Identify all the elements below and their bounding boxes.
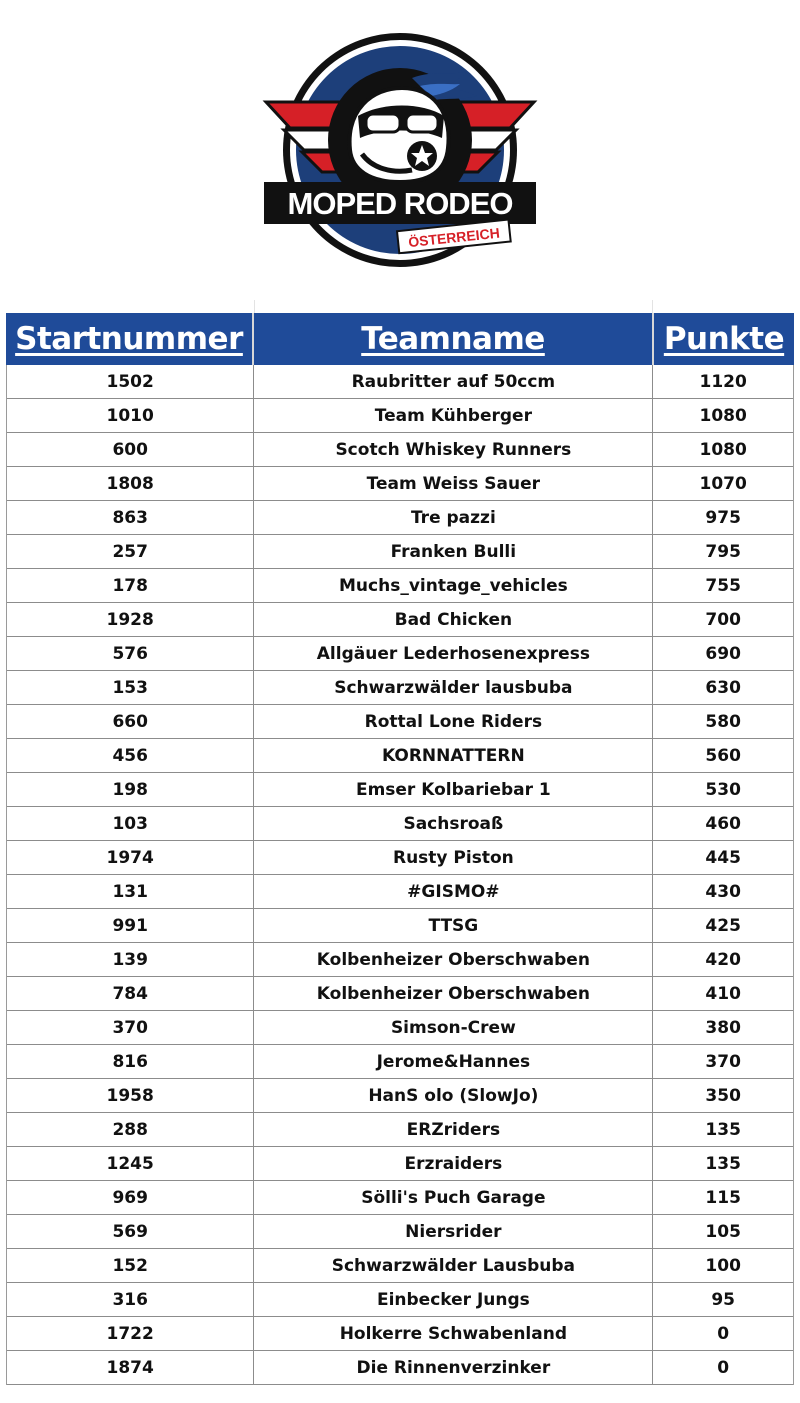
punkte-cell: 420 (705, 949, 741, 970)
startnummer-cell: 991 (7, 909, 254, 942)
teamname-cell: Bad Chicken (254, 603, 653, 636)
punkte-cell: 1070 (699, 473, 747, 494)
punkte-cell: 350 (705, 1085, 741, 1106)
startnummer-cell: 1245 (7, 1147, 254, 1180)
punkte-cell: 135 (705, 1153, 741, 1174)
teamname-cell: Emser Kolbariebar 1 (254, 773, 653, 806)
teamname-cell: HanS olo (SlowJo) (254, 1079, 653, 1112)
teamname-cell: Holkerre Schwabenland (254, 1317, 653, 1350)
teamname-cell: Scotch Whiskey Runners (254, 433, 653, 466)
teamname-cell: Rottal Lone Riders (254, 705, 653, 738)
table-body (6, 365, 794, 1385)
table-row (7, 1045, 793, 1079)
punkte-cell: 430 (705, 881, 741, 902)
startnummer-cell: 969 (7, 1181, 254, 1214)
teamname-cell: Niersrider (254, 1215, 653, 1248)
teamname-cell: Tre pazzi (254, 501, 653, 534)
startnummer-cell: 139 (7, 943, 254, 976)
header-punkte[interactable]: Punkte (663, 321, 785, 357)
punkte-cell: 580 (705, 711, 741, 732)
punkte-cell: 630 (705, 677, 741, 698)
punkte-cell: 100 (705, 1255, 741, 1276)
startnummer-cell: 1958 (7, 1079, 254, 1112)
table-row (7, 943, 793, 977)
moped-rodeo-logo (262, 30, 538, 270)
table-row (7, 1283, 793, 1317)
table-header (6, 313, 794, 365)
teamname-cell: Kolbenheizer Oberschwaben (254, 977, 653, 1010)
teamname-cell: Allgäuer Lederhosenexpress (254, 637, 653, 670)
teamname-cell: Team Weiss Sauer (254, 467, 653, 500)
punkte-cell: 1080 (699, 439, 747, 460)
punkte-cell: 445 (705, 847, 741, 868)
punkte-cell: 95 (711, 1289, 736, 1310)
teamname-cell: Schwarzwälder lausbuba (254, 671, 653, 704)
punkte-cell: 380 (705, 1017, 741, 1038)
teamname-cell: Jerome&Hannes (254, 1045, 653, 1078)
table-row (7, 399, 793, 433)
punkte-cell: 530 (705, 779, 741, 800)
startnummer-cell: 1974 (7, 841, 254, 874)
teamname-cell: Sölli's Puch Garage (254, 1181, 653, 1214)
table-row (7, 1113, 793, 1147)
table-row (7, 603, 793, 637)
startnummer-cell: 1010 (7, 399, 254, 432)
startnummer-cell: 103 (7, 807, 254, 840)
table-row (7, 1011, 793, 1045)
startnummer-cell: 1928 (7, 603, 254, 636)
column-guide (254, 300, 255, 314)
table-row (7, 433, 793, 467)
startnummer-cell: 816 (7, 1045, 254, 1078)
startnummer-cell: 257 (7, 535, 254, 568)
header-startnummer[interactable]: Startnummer (6, 313, 254, 365)
table-row (7, 671, 793, 705)
teamname-cell: #GISMO# (254, 875, 653, 908)
punkte-cell: 115 (705, 1187, 741, 1208)
logo-graphic (262, 30, 538, 270)
table-row (7, 1215, 793, 1249)
startnummer-cell: 131 (7, 875, 254, 908)
table-row (7, 365, 793, 399)
header-teamname[interactable]: Teamname (254, 313, 654, 365)
punkte-cell: 690 (705, 643, 741, 664)
teamname-cell: Rusty Piston (254, 841, 653, 874)
punkte-cell: 460 (705, 813, 741, 834)
punkte-cell: 105 (705, 1221, 741, 1242)
punkte-cell: 0 (717, 1323, 730, 1344)
startnummer-cell: 178 (7, 569, 254, 602)
startnummer-cell: 569 (7, 1215, 254, 1248)
teamname-cell: Franken Bulli (254, 535, 653, 568)
table-row (7, 1147, 793, 1181)
teamname-cell: Sachsroaß (254, 807, 653, 840)
table-row (7, 807, 793, 841)
startnummer-cell: 370 (7, 1011, 254, 1044)
punkte-cell: 1120 (699, 371, 747, 392)
teamname-cell: Raubritter auf 50ccm (254, 365, 653, 398)
punkte-cell: 1080 (699, 405, 747, 426)
table-row (7, 467, 793, 501)
startnummer-cell: 576 (7, 637, 254, 670)
startnummer-cell: 152 (7, 1249, 254, 1282)
punkte-cell: 700 (705, 609, 741, 630)
table-row (7, 637, 793, 671)
punkte-cell: 795 (705, 541, 741, 562)
startnummer-cell: 456 (7, 739, 254, 772)
teamname-cell: Kolbenheizer Oberschwaben (254, 943, 653, 976)
startnummer-cell: 153 (7, 671, 254, 704)
punkte-cell: 425 (705, 915, 741, 936)
punkte-cell: 560 (705, 745, 741, 766)
teamname-cell: Schwarzwälder Lausbuba (254, 1249, 653, 1282)
table-row (7, 1249, 793, 1283)
helmet-icon (350, 88, 449, 182)
table-row (7, 1181, 793, 1215)
punkte-cell: 410 (705, 983, 741, 1004)
punkte-cell: 755 (705, 575, 741, 596)
startnummer-cell: 863 (7, 501, 254, 534)
startnummer-cell: 600 (7, 433, 254, 466)
table-row (7, 977, 793, 1011)
logo-brand-text: MOPED RODEO (287, 186, 513, 221)
teamname-cell: Einbecker Jungs (254, 1283, 653, 1316)
startnummer-cell: 1874 (7, 1351, 254, 1384)
table-row (7, 1317, 793, 1351)
table-row (7, 705, 793, 739)
table-row (7, 501, 793, 535)
startnummer-cell: 288 (7, 1113, 254, 1146)
startnummer-cell: 1722 (7, 1317, 254, 1350)
table-row (7, 535, 793, 569)
teamname-cell: Team Kühberger (254, 399, 653, 432)
teamname-cell: Die Rinnenverzinker (254, 1351, 653, 1384)
teamname-cell: KORNNATTERN (254, 739, 653, 772)
teamname-cell: ERZriders (254, 1113, 653, 1146)
punkte-cell: 975 (705, 507, 741, 528)
startnummer-cell: 1808 (7, 467, 254, 500)
column-guide (652, 300, 653, 314)
teamname-cell: TTSG (254, 909, 653, 942)
punkte-cell: 135 (705, 1119, 741, 1140)
punkte-cell: 0 (717, 1357, 730, 1378)
table-row (7, 739, 793, 773)
logo-subtitle-text: ÖSTERREICH (407, 224, 501, 251)
table-row (7, 1351, 793, 1385)
table-row (7, 875, 793, 909)
table-row (7, 569, 793, 603)
teamname-cell: Simson-Crew (254, 1011, 653, 1044)
results-table (6, 313, 794, 1385)
table-row (7, 1079, 793, 1113)
startnummer-cell: 316 (7, 1283, 254, 1316)
teamname-cell: Erzraiders (254, 1147, 653, 1180)
table-row (7, 909, 793, 943)
table-row (7, 773, 793, 807)
startnummer-cell: 198 (7, 773, 254, 806)
table-row (7, 841, 793, 875)
startnummer-cell: 784 (7, 977, 254, 1010)
punkte-cell: 370 (705, 1051, 741, 1072)
startnummer-cell: 660 (7, 705, 254, 738)
teamname-cell: Muchs_vintage_vehicles (254, 569, 653, 602)
startnummer-cell: 1502 (7, 365, 254, 398)
